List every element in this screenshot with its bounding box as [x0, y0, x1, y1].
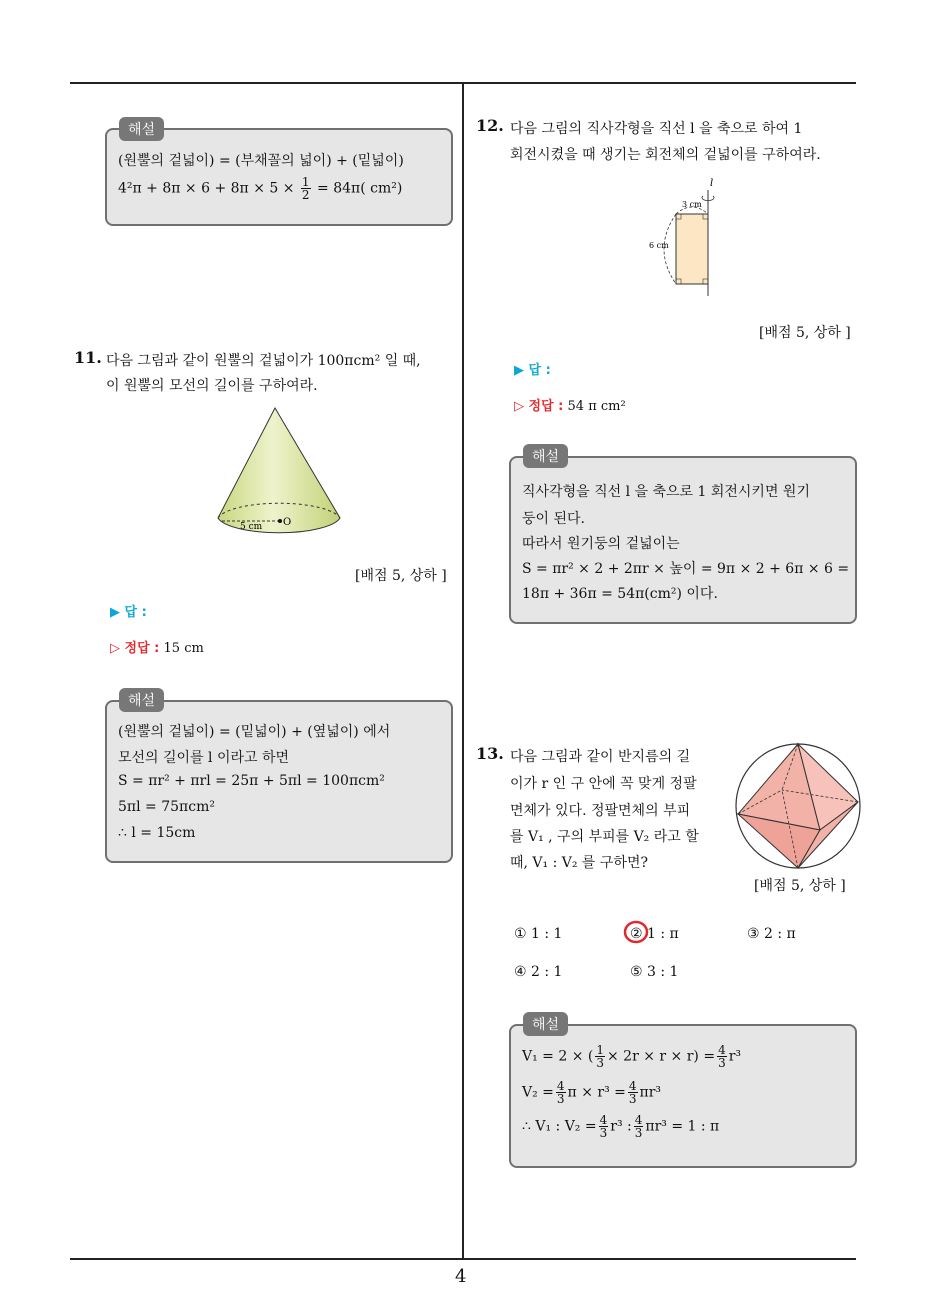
selected-answer-circle — [622, 919, 650, 945]
q11-explanation-tag: 해설 — [119, 688, 164, 712]
q11-correct: ▷ 정답 : 15 cm — [110, 641, 204, 656]
q13-text4: 를 V₁ , 구의 부피를 V₂ 라고 할 — [510, 829, 699, 845]
q10-exp-line2 — [118, 176, 402, 201]
q12-correct-value: 54 π cm² — [567, 399, 626, 414]
q13-text3: 면체가 있다. 정팔면체의 부피 — [510, 803, 691, 819]
q12-text1: 다음 그림의 직사각형을 직선 l 을 축으로 하여 1 — [510, 121, 803, 137]
q13-exp2: V₂ = $\frac{4}{3}$ π × r³ = $\frac{4}{3}$ πr³ — [522, 1079, 662, 1106]
q11-exp5: ∴ l = 15cm — [118, 825, 196, 841]
q13-text2: 이가 r 인 구 안에 꼭 맞게 정팔 — [510, 776, 697, 792]
q11-exp3: S = πr² + πrl = 25π + 5πl = 100πcm² — [118, 773, 385, 789]
q12-exp5: 18π + 36π = 54π(cm²) 이다. — [522, 586, 718, 602]
q13-choice-3[interactable]: ③ 2 : π — [747, 926, 796, 942]
q11-correct-value: 15 cm — [163, 641, 204, 656]
q10-exp-line2-a: 4²π + 8π × 6 + 8π × 5 × — [118, 180, 295, 197]
q13-text1: 다음 그림과 같이 반지름의 길 — [510, 749, 691, 765]
q13-exp1: V₁ = 2 × ( $\frac{1}{3}$ × 2r × r × r) = $\frac{4}{3}$ r³ — [522, 1043, 742, 1070]
octahedron-sphere-figure — [734, 740, 862, 874]
q11-text2: 이 원뿔의 모선의 길이를 구하여라. — [106, 378, 318, 394]
cone-center-dot — [278, 519, 282, 523]
q13-explanation-tag: 해설 — [523, 1012, 568, 1036]
cone-figure — [210, 400, 350, 538]
axis-label: l — [710, 178, 714, 189]
q13-text5: 때, V₁ : V₂ 를 구하면? — [510, 855, 648, 871]
q11-answer-label: ▶ 답 : — [110, 605, 147, 620]
q13-choice-1[interactable]: ① 1 : 1 — [514, 926, 563, 942]
q12-score: [배점 5, 상하 ] — [759, 325, 851, 341]
q12-exp4: S = πr² × 2 + 2πr × 높이 = 9π × 2 + 6π × 6 = — [522, 561, 850, 577]
q11-exp2: 모선의 길이를 l 이라고 하면 — [118, 750, 290, 766]
q10-exp-line1: (원뿔의 겉넓이) = (부채꼴의 넓이) + (밑넓이) — [118, 153, 404, 169]
q10-exp-fraction: $\frac{1}{2}$ — [301, 175, 310, 202]
rotating-rectangle — [676, 214, 708, 284]
cone-center-label: O — [283, 517, 292, 528]
q11-exp4: 5πl = 75πcm² — [118, 799, 215, 815]
q12-number: 12. — [476, 116, 504, 135]
q11-text1: 다음 그림과 같이 원뿔의 겉넓이가 100πcm² 일 때, — [106, 353, 421, 369]
q12-exp2: 둥이 된다. — [522, 511, 585, 527]
height-label: 6 cm — [649, 241, 669, 250]
cone-radius-label: 5 cm — [240, 522, 263, 532]
q13-exp3: ∴ V₁ : V₂ = $\frac{4}{3}$ r³ : $\frac{4}{3}$ πr³ = 1 : π — [522, 1113, 720, 1140]
q12-explanation-tag: 해설 — [523, 444, 568, 468]
q13-number: 13. — [476, 744, 504, 763]
q11-number: 11. — [74, 348, 102, 367]
q13-choice-5[interactable]: ⑤ 3 : 1 — [630, 964, 679, 980]
column-divider — [462, 84, 464, 1260]
q11-exp1: (원뿔의 겉넓이) = (밑넓이) + (옆넓이) 에서 — [118, 724, 391, 740]
cone-body — [218, 408, 340, 533]
q13-score: [배점 5, 상하 ] — [754, 878, 846, 894]
bottom-rule — [70, 1258, 856, 1260]
q12-exp3: 따라서 원기둥의 겉넓이는 — [522, 536, 680, 552]
q13-choice-4[interactable]: ④ 2 : 1 — [514, 964, 563, 980]
q12-exp1: 직사각형을 직선 l 을 축으로 1 회전시키면 원기 — [522, 484, 810, 500]
q12-text2: 회전시켰을 때 생기는 회전체의 겉넓이를 구하여라. — [510, 147, 821, 163]
q13-choice-2[interactable]: ② 1 : π — [630, 926, 679, 942]
q11-score: [배점 5, 상하 ] — [355, 568, 447, 584]
q12-answer-label: ▶ 답 : — [514, 363, 551, 378]
page-number: 4 — [455, 1266, 467, 1287]
q10-explanation-tag: 해설 — [119, 117, 164, 141]
rectangle-figure — [640, 176, 730, 300]
width-label: 3 cm — [682, 200, 702, 209]
q10-exp-line2-b: = 84π( cm²) — [317, 180, 403, 197]
q12-correct: ▷ 정답 : 54 π cm² — [514, 399, 626, 414]
